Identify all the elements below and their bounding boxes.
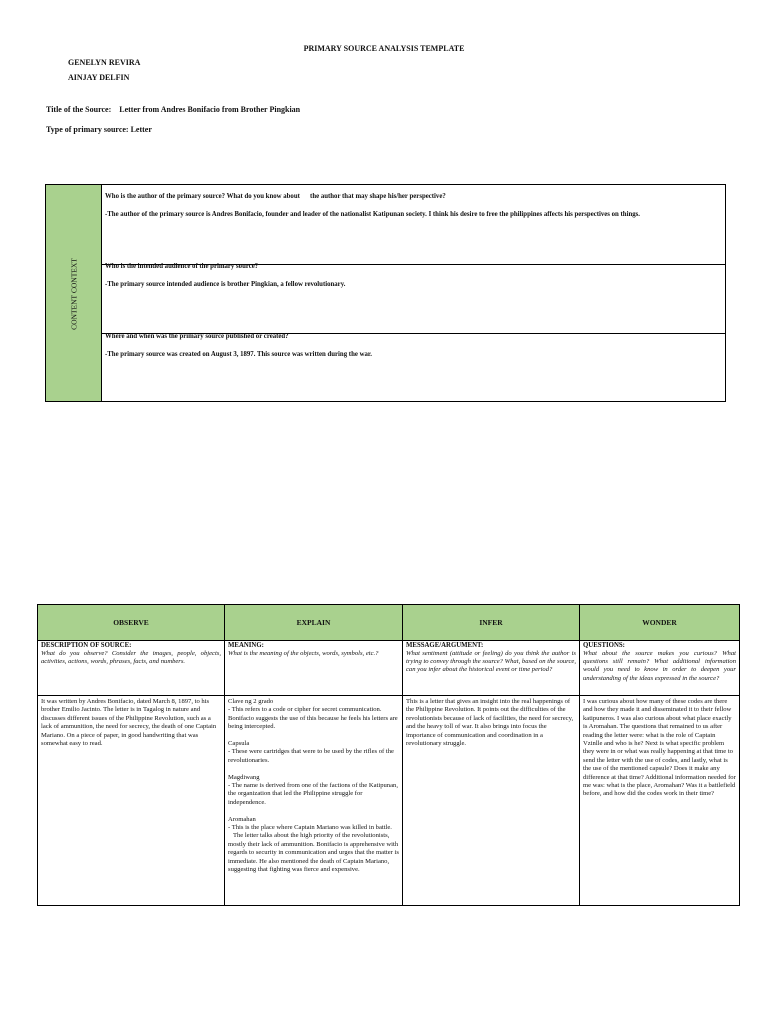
column-header: INFER (403, 605, 579, 641)
column-subtitle: MEANING: (228, 642, 264, 649)
term-heading: Clave ng 2 grado (228, 698, 274, 705)
context-answer: -The author of the primary source is Andres Bonifacio, founder and leader of the nationalist Katipunan society. I think his desire to free the philippines affects his perspectives on things. (105, 211, 640, 218)
column-prompt-cell (225, 641, 402, 696)
author-name-1: GENELYN REVIRA (68, 58, 141, 67)
source-title: Title of the Source: Letter from Andres Bonifacio from Brother Pingkian (46, 105, 301, 114)
column-prompt: What about the source makes you curious? What questions still remain? What additional information would you need to know in order to deepen your understanding of the ideas expressed in the source? (583, 650, 736, 682)
body-text: I was curious about how many of these codes are there and how they made it and disseminated it to their fellow katipuneros. I was also curious about what place exactly is Aromahan. The questions that remained to us after reading the letter were: what is the role of Captain Vzinlle and who is he? Next is what specific problem they were in or what was really happening at that time to send the letter with the use of codes, and lastly, what is the use of the mentioned capsule? Does it make any difference at that time? Additional information needed for me was: what is the place, Aromahan? Was it a battlefield before, and how did the codes work in their time? (583, 698, 736, 798)
context-question: Who is the intended audience of the primary source? (105, 263, 259, 270)
context-answer: -The primary source was created on August 3, 1897. This source was written during the war. (105, 351, 372, 358)
term-heading: Magdiwang (228, 773, 260, 781)
content-context-sidebar (46, 185, 102, 401)
explain-summary: The letter talks about the high priority of the revolutionists, mostly their lack of ammunition. Bonifacio is apprehensive with regards to security in communication and urges that the matter is immediate. He also mentioned the death of Captain Mariano, suggesting that fighting was fierce and expensive. (228, 832, 401, 874)
term-definition: - This is the place where Captain Mariano was killed in battle. (228, 824, 392, 832)
column-header: OBSERVE (38, 605, 224, 641)
column-explain (224, 605, 402, 905)
column-prompt-cell (403, 641, 579, 696)
term-definition: - These were cartridges that were to be used by the rifles of the revolutionaries. (228, 748, 394, 764)
document-title: PRIMARY SOURCE ANALYSIS TEMPLATE (303, 44, 465, 53)
column-subtitle: DESCRIPTION OF SOURCE: (41, 642, 132, 649)
spacer (228, 732, 399, 740)
column-prompt-cell (38, 641, 224, 696)
body-text: This is a letter that gives an insight into the real happenings of the Philippine Revolution. It points out the difficulties of the revolutionists because of lack of facilities, the need for secrecy, and the heavy toll of war. It also brings into focus the importance of communication and coordination in a revolutionary struggle. (406, 698, 574, 748)
column-body (225, 696, 402, 905)
term-heading: Aromahan (228, 815, 256, 823)
content-context-table (45, 184, 726, 402)
context-answer: -The primary source intended audience is brother Pingkian, a fellow revolutionary. (105, 281, 346, 288)
column-prompt: What is the meaning of the objects, words, symbols, etc.? (228, 650, 379, 657)
column-prompt-cell (580, 641, 739, 696)
spacer (228, 765, 399, 773)
column-subtitle: MESSAGE/ARGUMENT: (406, 642, 484, 649)
column-body (38, 696, 224, 905)
context-question: Where and when was the primary source published or created? (105, 333, 289, 340)
column-infer (402, 605, 579, 905)
context-question: Who is the author of the primary source? What do you know about the author that may shape his/her perspective? (105, 193, 446, 200)
context-row-date (102, 325, 725, 403)
column-header: EXPLAIN (225, 605, 402, 641)
author-name-2: AINJAY DELFIN (68, 73, 130, 82)
column-wonder (579, 605, 739, 905)
source-type: Type of primary source: Letter (46, 125, 152, 134)
analysis-table (37, 604, 740, 906)
context-row-author (102, 185, 725, 264)
column-body (580, 696, 739, 905)
column-header: WONDER (580, 605, 739, 641)
column-prompt: What sentiment (attitude or feeling) do you think the author is trying to convey through the source? What, based on the source, can you infer about the historical event or time period? (406, 650, 576, 674)
term-definition: - The name is derived from one of the factions of the Katipunan, the organization that led the Philippine struggle for independence. (228, 782, 398, 806)
column-prompt: What do you observe? Consider the images, people, objects, activities, actions, words, phrases, facts, and numbers. (41, 650, 221, 666)
term-definition: - This refers to a code or cipher for secret communication. Bonifacio suggests the use of this because he feels his letters are being intercepted. (228, 706, 398, 731)
body-text: It was written by Andres Bonifacio, dated March 8, 1897, to his brother Emilio Jacinto. The letter is in Tagalog in nature and discusses different issues of the Philippine Revolution, such as a lack of ammunition, the need for secrecy, the death of one Captain Mariano. On a piece of paper, in good handwriting that was somewhat easy to read. (41, 698, 217, 748)
context-row-audience (102, 255, 725, 334)
column-subtitle: QUESTIONS: (583, 642, 625, 649)
column-observe (38, 605, 224, 905)
term-heading: Capsula (228, 740, 250, 748)
spacer (228, 807, 399, 815)
column-body (403, 696, 579, 905)
content-context-label: CONTENT CONTEXT (69, 258, 79, 330)
